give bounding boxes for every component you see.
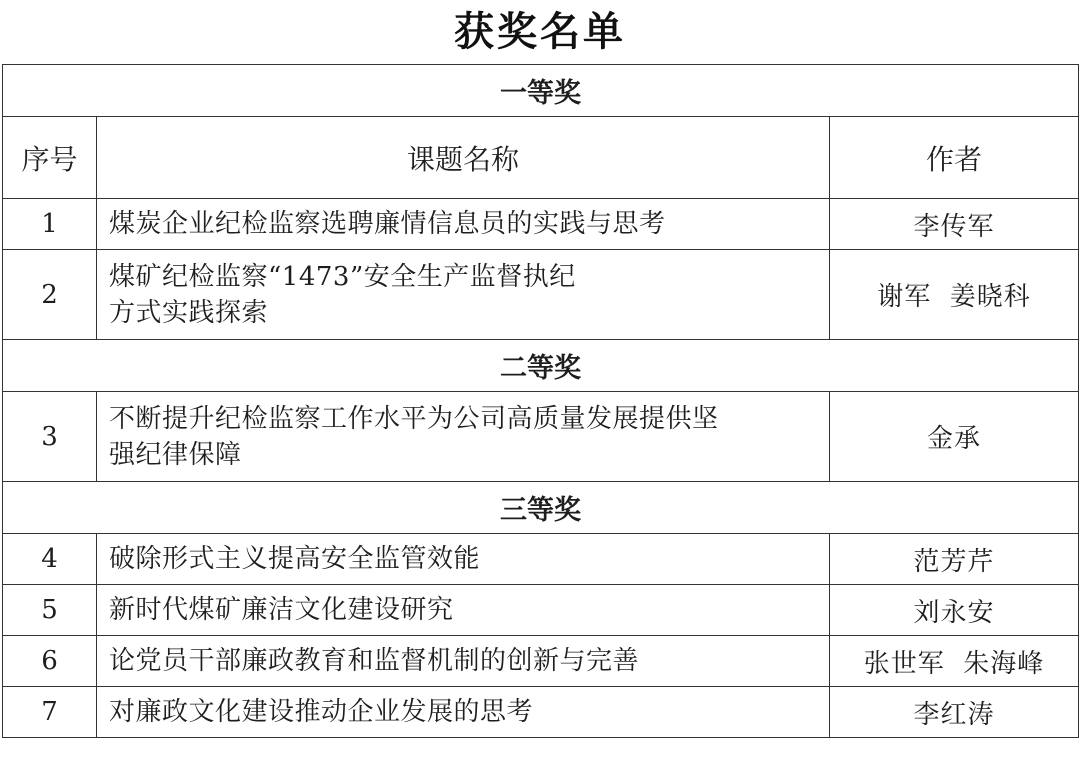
row-author: 金承 — [830, 392, 1079, 482]
section-row-third-prize — [3, 482, 1079, 534]
table-row — [3, 636, 1079, 687]
header-author: 作者 — [830, 117, 1079, 199]
header-row — [3, 117, 1079, 199]
row-topic — [97, 585, 830, 636]
section-row-first-prize — [3, 65, 1079, 117]
row-topic — [97, 636, 830, 687]
table-row — [3, 687, 1079, 738]
row-author: 张世军 朱海峰 — [830, 636, 1079, 687]
table-row — [3, 534, 1079, 585]
row-index: 3 — [3, 392, 97, 482]
section-row-second-prize — [3, 340, 1079, 392]
table-row — [3, 199, 1079, 250]
row-author: 刘永安 — [830, 585, 1079, 636]
row-author: 范芳芹 — [830, 534, 1079, 585]
section-label: 一等奖 — [3, 65, 1079, 117]
topic-line: 论党员干部廉政教育和监督机制的创新与完善 — [109, 646, 640, 676]
topic-line: 强纪律保障 — [109, 439, 242, 470]
topic-line: 对廉政文化建设推动企业发展的思考 — [109, 697, 534, 727]
topic-line: 不断提升纪检监察工作水平为公司高质量发展提供坚 — [109, 403, 719, 434]
topic-line: 煤矿纪检监察“1473”安全生产监督执纪 — [109, 261, 576, 292]
topic-line: 煤炭企业纪检监察选聘廉情信息员的实践与思考 — [109, 209, 666, 239]
table-row — [3, 392, 1079, 482]
row-topic — [97, 250, 830, 340]
row-index: 6 — [3, 636, 97, 687]
row-topic — [97, 392, 830, 482]
page-title: 获奖名单 — [454, 9, 626, 55]
header-topic: 课题名称 — [97, 117, 830, 199]
row-topic — [97, 687, 830, 738]
topic-line: 新时代煤矿廉洁文化建设研究 — [109, 595, 454, 625]
row-index: 7 — [3, 687, 97, 738]
award-table — [2, 64, 1079, 738]
row-index: 1 — [3, 199, 97, 250]
row-index: 5 — [3, 585, 97, 636]
section-label: 二等奖 — [3, 340, 1079, 392]
row-author: 李传军 — [830, 199, 1079, 250]
row-topic — [97, 534, 830, 585]
row-author: 谢军 姜晓科 — [830, 250, 1079, 340]
row-index: 4 — [3, 534, 97, 585]
row-index: 2 — [3, 250, 97, 340]
row-topic — [97, 199, 830, 250]
topic-line: 方式实践探索 — [109, 297, 269, 328]
header-index: 序号 — [3, 117, 97, 199]
topic-line: 破除形式主义提高安全监管效能 — [109, 544, 481, 574]
section-label: 三等奖 — [3, 482, 1079, 534]
table-row — [3, 585, 1079, 636]
table-row — [3, 250, 1079, 340]
row-author: 李红涛 — [830, 687, 1079, 738]
